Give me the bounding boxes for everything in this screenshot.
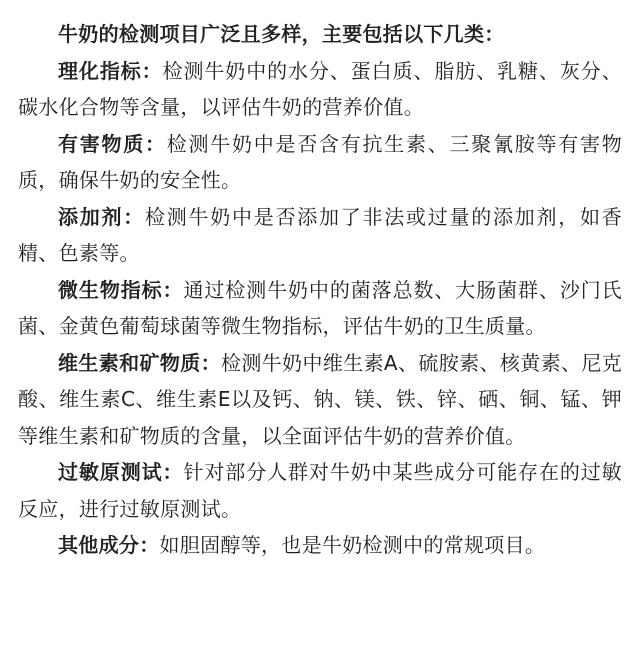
item-term: 其他成分： bbox=[58, 533, 160, 557]
item-text: 通过检测牛奶中的菌落总数、大肠菌群、沙门氏菌、金黄色葡萄球菌等微生物指标，评估牛奶的卫生质量。 bbox=[18, 277, 622, 338]
item-text: 如胆固醇等，也是牛奶检测中的常规项目。 bbox=[159, 533, 546, 557]
item-term: 过敏原测试： bbox=[58, 460, 184, 484]
item-text: 检测牛奶中维生素A、硫胺素、核黄素、尼克酸、维生素C、维生素E以及钙、钠、镁、铁、锌、硒、铜、锰、钾等维生素和矿物质的含量，以全面评估牛奶的营养价值。 bbox=[18, 350, 622, 448]
item-term: 理化指标： bbox=[58, 58, 163, 83]
item-term: 有害物质： bbox=[58, 131, 167, 156]
item-term: 添加剂： bbox=[58, 204, 145, 229]
item-text: 针对部分人群对牛奶中某些成分可能存在的过敏反应，进行过敏原测试。 bbox=[18, 460, 622, 521]
item-text: 检测牛奶中是否含有抗生素、三聚氰胺等有害物质，确保牛奶的安全性。 bbox=[18, 131, 622, 192]
intro-heading: 牛奶的检测项目广泛且多样，主要包括以下几类： bbox=[58, 22, 505, 46]
item-physicochemical bbox=[18, 53, 622, 126]
item-text: 检测牛奶中是否添加了非法或过量的添加剂，如香精、色素等。 bbox=[18, 204, 622, 265]
item-term: 维生素和矿物质： bbox=[58, 350, 221, 375]
item-other-components bbox=[18, 527, 622, 564]
item-text: 检测牛奶中的水分、蛋白质、脂肪、乳糖、灰分、碳水化合物等含量，以评估牛奶的营养价值。 bbox=[18, 58, 622, 119]
item-additives bbox=[18, 199, 622, 272]
item-vitamins-minerals bbox=[18, 345, 622, 455]
item-microbial bbox=[18, 272, 622, 345]
item-allergen-test bbox=[18, 454, 622, 527]
item-harmful-substances bbox=[18, 126, 622, 199]
item-term: 微生物指标： bbox=[58, 277, 184, 302]
